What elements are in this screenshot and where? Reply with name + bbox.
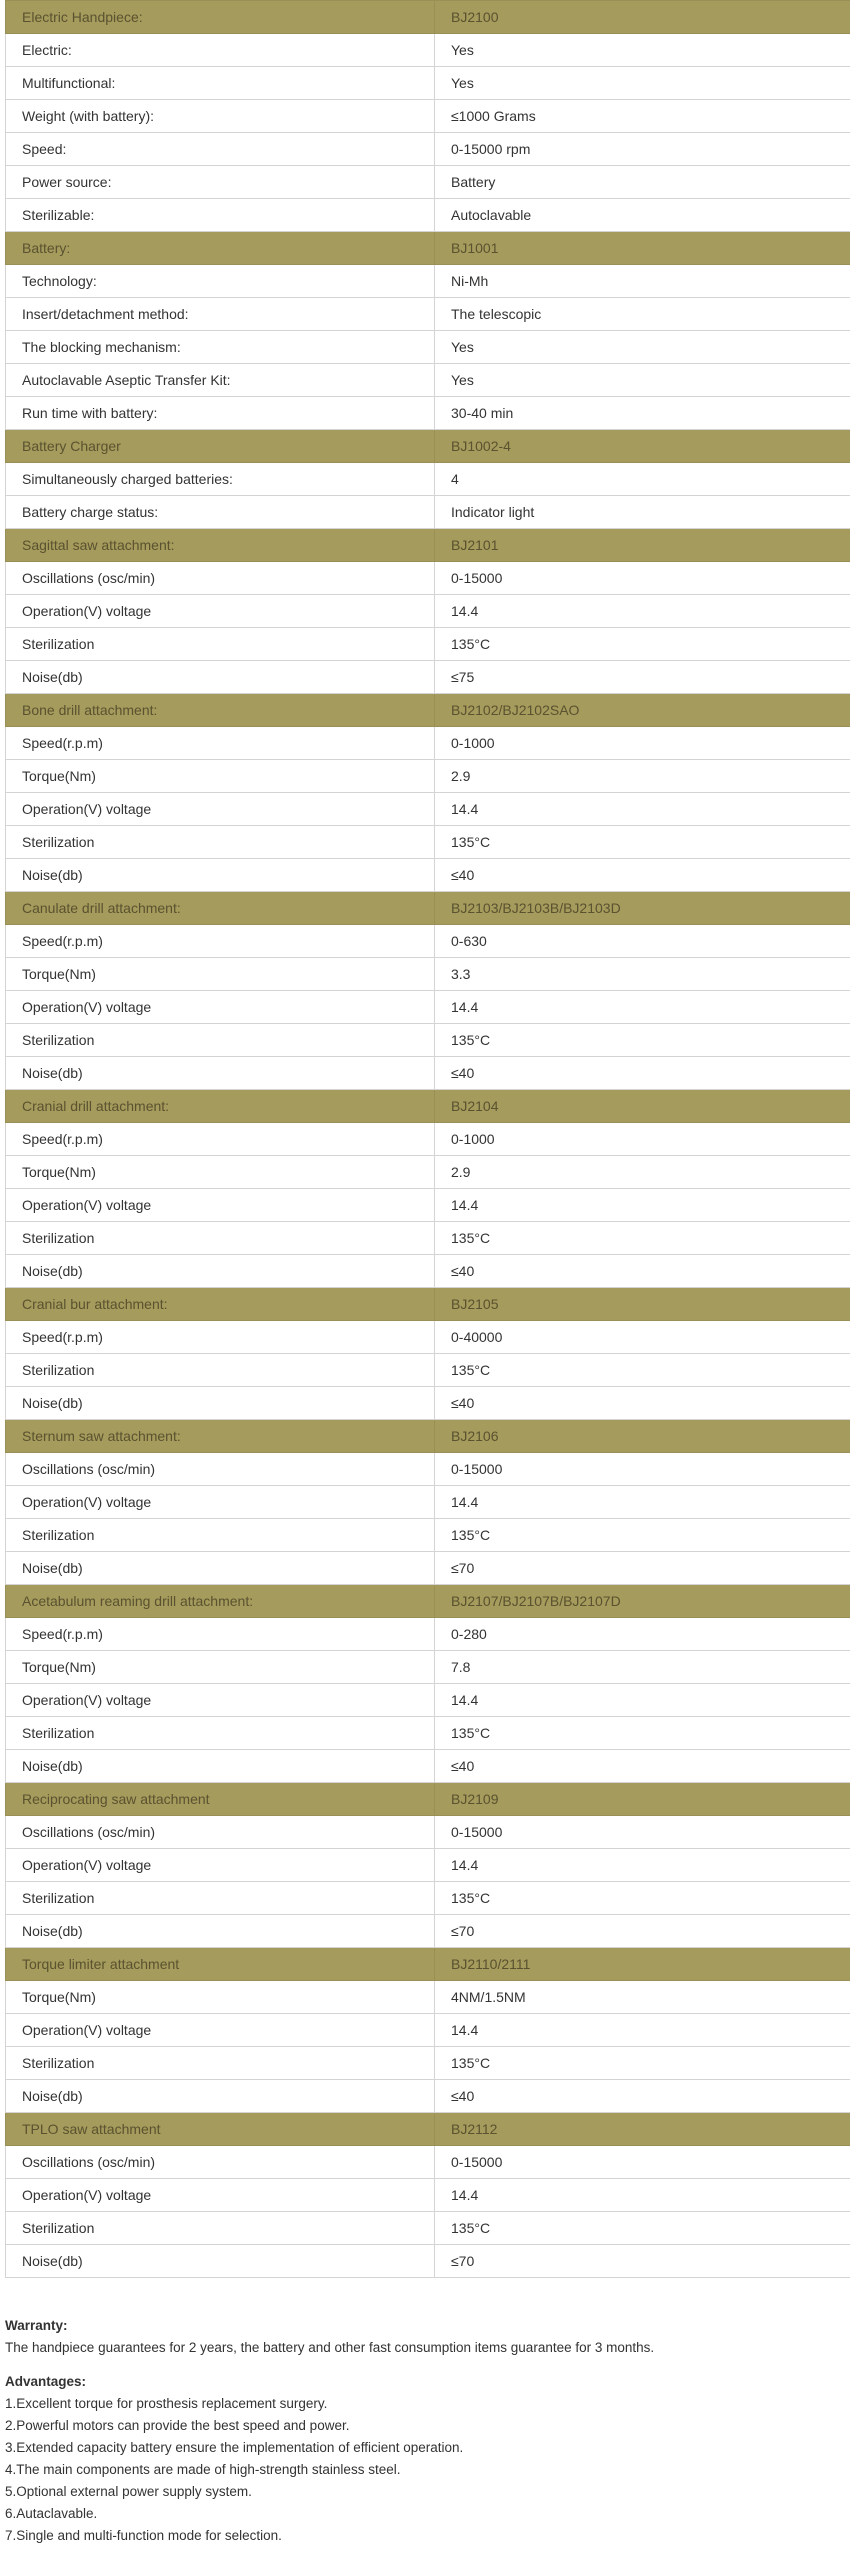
spec-value: 0-15000 (435, 1816, 850, 1849)
list-item: 1.Excellent torque for prosthesis replacement surgery. (5, 2396, 328, 2411)
section-header-row (6, 1783, 850, 1816)
table-row (6, 793, 850, 826)
section-header-row (6, 2113, 850, 2146)
spec-label: Insert/detachment method: (6, 298, 435, 331)
warranty-heading: Warranty: (5, 2318, 68, 2333)
section-model: BJ2102/BJ2102SAO (435, 694, 850, 727)
spec-value: 0-15000 (435, 562, 850, 595)
table-row (6, 1222, 850, 1255)
spec-value: 0-630 (435, 925, 850, 958)
spec-value: 135°C (435, 2047, 850, 2080)
spec-label: Sterilization (6, 1882, 435, 1915)
table-row (6, 1156, 850, 1189)
spec-value: Yes (435, 364, 850, 397)
table-row (6, 1750, 850, 1783)
spec-label: Noise(db) (6, 859, 435, 892)
table-row (6, 133, 850, 166)
table-row (6, 1651, 850, 1684)
section-title: Reciprocating saw attachment (6, 1783, 435, 1816)
table-row (6, 100, 850, 133)
table-row (6, 496, 850, 529)
spec-value: 7.8 (435, 1651, 850, 1684)
spec-value: ≤70 (435, 2245, 850, 2278)
table-row (6, 2212, 850, 2245)
spec-value: Yes (435, 34, 850, 67)
table-row (6, 1717, 850, 1750)
table-row (6, 331, 850, 364)
table-row (6, 859, 850, 892)
spec-label: Oscillations (osc/min) (6, 1816, 435, 1849)
table-row (6, 1618, 850, 1651)
spec-label: Noise(db) (6, 1057, 435, 1090)
section-header-row (6, 694, 850, 727)
table-row (6, 2179, 850, 2212)
spec-label: Sterilization (6, 2047, 435, 2080)
advantages-heading: Advantages: (5, 2374, 87, 2389)
table-row (6, 1552, 850, 1585)
table-row (6, 298, 850, 331)
section-header-row (6, 1948, 850, 1981)
section-title: Sagittal saw attachment: (6, 529, 435, 562)
spec-label: Weight (with battery): (6, 100, 435, 133)
table-row (6, 2014, 850, 2047)
spec-value: Indicator light (435, 496, 850, 529)
table-row (6, 463, 850, 496)
section-title: Electric Handpiece: (6, 1, 435, 34)
spec-value: ≤70 (435, 1915, 850, 1948)
table-row (6, 1255, 850, 1288)
section-header-row (6, 430, 850, 463)
spec-label: Speed(r.p.m) (6, 727, 435, 760)
table-row (6, 1387, 850, 1420)
table-row (6, 2047, 850, 2080)
spec-value: ≤40 (435, 1387, 850, 1420)
section-title: Sternum saw attachment: (6, 1420, 435, 1453)
table-row (6, 1057, 850, 1090)
spec-table (5, 0, 850, 2278)
warranty-text: The handpiece guarantees for 2 years, the battery and other fast consumption items guarantee for 3 months. (5, 2340, 655, 2355)
spec-label: Speed(r.p.m) (6, 1321, 435, 1354)
spec-value: Autoclavable (435, 199, 850, 232)
spec-label: Sterilization (6, 1717, 435, 1750)
section-title: Battery: (6, 232, 435, 265)
table-row (6, 628, 850, 661)
spec-value: Battery (435, 166, 850, 199)
list-item: 7.Single and multi-function mode for selection. (5, 2528, 282, 2543)
table-row (6, 1486, 850, 1519)
section-header-row (6, 892, 850, 925)
spec-label: Noise(db) (6, 1750, 435, 1783)
spec-value: 14.4 (435, 1486, 850, 1519)
table-row (6, 199, 850, 232)
list-item: 5.Optional external power supply system. (5, 2484, 252, 2499)
spec-value: The telescopic (435, 298, 850, 331)
list-item: 3.Extended capacity battery ensure the implementation of efficient operation. (5, 2440, 464, 2455)
spec-label: Sterilization (6, 1222, 435, 1255)
spec-value: 135°C (435, 628, 850, 661)
section-model: BJ2112 (435, 2113, 850, 2146)
spec-label: Operation(V) voltage (6, 1849, 435, 1882)
spec-label: Oscillations (osc/min) (6, 2146, 435, 2179)
spec-label: Operation(V) voltage (6, 2179, 435, 2212)
table-row (6, 1024, 850, 1057)
spec-value: 135°C (435, 1882, 850, 1915)
spec-value: 14.4 (435, 2014, 850, 2047)
spec-value: 14.4 (435, 1684, 850, 1717)
list-item: 6.Autaclavable. (5, 2506, 98, 2521)
section-title: Torque limiter attachment (6, 1948, 435, 1981)
spec-value: ≤40 (435, 2080, 850, 2113)
table-row (6, 595, 850, 628)
spec-label: Operation(V) voltage (6, 1684, 435, 1717)
spec-label: Oscillations (osc/min) (6, 562, 435, 595)
spec-value: ≤75 (435, 661, 850, 694)
section-title: TPLO saw attachment (6, 2113, 435, 2146)
table-row (6, 991, 850, 1024)
spec-value: 14.4 (435, 1849, 850, 1882)
section-title: Acetabulum reaming drill attachment: (6, 1585, 435, 1618)
section-model: BJ2109 (435, 1783, 850, 1816)
notes-section (5, 2315, 845, 2547)
list-item: 2.Powerful motors can provide the best speed and power. (5, 2418, 350, 2433)
spec-label: Sterilizable: (6, 199, 435, 232)
spec-value: ≤40 (435, 1057, 850, 1090)
section-title: Cranial drill attachment: (6, 1090, 435, 1123)
table-row (6, 925, 850, 958)
spec-label: Torque(Nm) (6, 958, 435, 991)
table-row (6, 1321, 850, 1354)
spec-value: 30-40 min (435, 397, 850, 430)
spec-value: 0-280 (435, 1618, 850, 1651)
spec-label: Electric: (6, 34, 435, 67)
spec-label: Speed(r.p.m) (6, 1618, 435, 1651)
spec-label: Autoclavable Aseptic Transfer Kit: (6, 364, 435, 397)
table-row (6, 1519, 850, 1552)
table-row (6, 1981, 850, 2014)
spec-label: Noise(db) (6, 1915, 435, 1948)
table-row (6, 67, 850, 100)
section-model: BJ2100 (435, 1, 850, 34)
table-row (6, 1123, 850, 1156)
spec-label: Noise(db) (6, 1255, 435, 1288)
table-row (6, 1882, 850, 1915)
spec-label: Noise(db) (6, 2080, 435, 2113)
section-title: Cranial bur attachment: (6, 1288, 435, 1321)
table-row (6, 562, 850, 595)
table-row (6, 958, 850, 991)
spec-label: Operation(V) voltage (6, 1189, 435, 1222)
spec-value: 14.4 (435, 595, 850, 628)
advantages-list (5, 2393, 845, 2547)
table-row (6, 1684, 850, 1717)
spec-value: ≤70 (435, 1552, 850, 1585)
spec-value: 14.4 (435, 793, 850, 826)
section-model: BJ2110/2111 (435, 1948, 850, 1981)
section-model: BJ2101 (435, 529, 850, 562)
spec-value: 4NM/1.5NM (435, 1981, 850, 2014)
section-model: BJ2104 (435, 1090, 850, 1123)
spec-label: Torque(Nm) (6, 1651, 435, 1684)
spec-value: 14.4 (435, 991, 850, 1024)
table-row (6, 364, 850, 397)
spec-label: Battery charge status: (6, 496, 435, 529)
spec-label: Oscillations (osc/min) (6, 1453, 435, 1486)
spec-label: Operation(V) voltage (6, 2014, 435, 2047)
spec-label: Power source: (6, 166, 435, 199)
spec-label: Noise(db) (6, 1387, 435, 1420)
table-row (6, 826, 850, 859)
table-row (6, 1189, 850, 1222)
spec-value: 0-15000 rpm (435, 133, 850, 166)
spec-label: Sterilization (6, 826, 435, 859)
spec-value: 135°C (435, 1024, 850, 1057)
spec-label: Torque(Nm) (6, 760, 435, 793)
table-row (6, 760, 850, 793)
spec-value: 135°C (435, 1717, 850, 1750)
section-header-row (6, 232, 850, 265)
spec-value: 0-40000 (435, 1321, 850, 1354)
spec-value: Ni-Mh (435, 265, 850, 298)
table-row (6, 397, 850, 430)
spec-table-body (6, 1, 850, 2278)
spec-label: Noise(db) (6, 2245, 435, 2278)
spec-label: Multifunctional: (6, 67, 435, 100)
section-model: BJ1002-4 (435, 430, 850, 463)
spec-label: Sterilization (6, 628, 435, 661)
table-row (6, 661, 850, 694)
spec-value: ≤40 (435, 859, 850, 892)
spec-label: Sterilization (6, 1024, 435, 1057)
spec-label: Noise(db) (6, 1552, 435, 1585)
table-row (6, 2245, 850, 2278)
spec-label: Speed: (6, 133, 435, 166)
section-model: BJ2107/BJ2107B/BJ2107D (435, 1585, 850, 1618)
table-row (6, 2080, 850, 2113)
spec-label: Run time with battery: (6, 397, 435, 430)
spec-value: 2.9 (435, 1156, 850, 1189)
section-model: BJ2105 (435, 1288, 850, 1321)
section-title: Bone drill attachment: (6, 694, 435, 727)
spec-label: Torque(Nm) (6, 1156, 435, 1189)
section-header-row (6, 1, 850, 34)
spec-value: 2.9 (435, 760, 850, 793)
spec-value: 135°C (435, 1519, 850, 1552)
section-model: BJ2106 (435, 1420, 850, 1453)
spec-label: Operation(V) voltage (6, 1486, 435, 1519)
spec-label: Speed(r.p.m) (6, 1123, 435, 1156)
table-row (6, 1354, 850, 1387)
spec-value: 135°C (435, 2212, 850, 2245)
table-row (6, 1849, 850, 1882)
spec-value: 0-1000 (435, 727, 850, 760)
spec-value: 0-15000 (435, 2146, 850, 2179)
spec-value: 14.4 (435, 2179, 850, 2212)
section-header-row (6, 1090, 850, 1123)
spec-value: 135°C (435, 826, 850, 859)
spec-label: Sterilization (6, 1354, 435, 1387)
spec-label: Speed(r.p.m) (6, 925, 435, 958)
spec-value: 135°C (435, 1354, 850, 1387)
spec-value: 0-1000 (435, 1123, 850, 1156)
section-header-row (6, 1420, 850, 1453)
table-row (6, 2146, 850, 2179)
spec-value: 0-15000 (435, 1453, 850, 1486)
spec-label: Noise(db) (6, 661, 435, 694)
table-row (6, 727, 850, 760)
table-row (6, 34, 850, 67)
spec-value: Yes (435, 331, 850, 364)
spec-label: Simultaneously charged batteries: (6, 463, 435, 496)
section-model: BJ2103/BJ2103B/BJ2103D (435, 892, 850, 925)
section-model: BJ1001 (435, 232, 850, 265)
spec-label: Operation(V) voltage (6, 595, 435, 628)
section-header-row (6, 529, 850, 562)
table-row (6, 1915, 850, 1948)
spec-value: ≤1000 Grams (435, 100, 850, 133)
spec-label: Operation(V) voltage (6, 991, 435, 1024)
spec-value: ≤40 (435, 1255, 850, 1288)
section-title: Canulate drill attachment: (6, 892, 435, 925)
section-header-row (6, 1288, 850, 1321)
spec-label: The blocking mechanism: (6, 331, 435, 364)
table-row (6, 1453, 850, 1486)
spec-label: Sterilization (6, 1519, 435, 1552)
spec-label: Sterilization (6, 2212, 435, 2245)
spec-value: 3.3 (435, 958, 850, 991)
spec-label: Technology: (6, 265, 435, 298)
spec-label: Torque(Nm) (6, 1981, 435, 2014)
table-row (6, 265, 850, 298)
spec-label: Operation(V) voltage (6, 793, 435, 826)
spec-value: 135°C (435, 1222, 850, 1255)
spec-value: Yes (435, 67, 850, 100)
list-item: 4.The main components are made of high-strength stainless steel. (5, 2462, 401, 2477)
section-title: Battery Charger (6, 430, 435, 463)
table-row (6, 166, 850, 199)
section-header-row (6, 1585, 850, 1618)
spec-value: 4 (435, 463, 850, 496)
spec-value: ≤40 (435, 1750, 850, 1783)
spec-value: 14.4 (435, 1189, 850, 1222)
table-row (6, 1816, 850, 1849)
